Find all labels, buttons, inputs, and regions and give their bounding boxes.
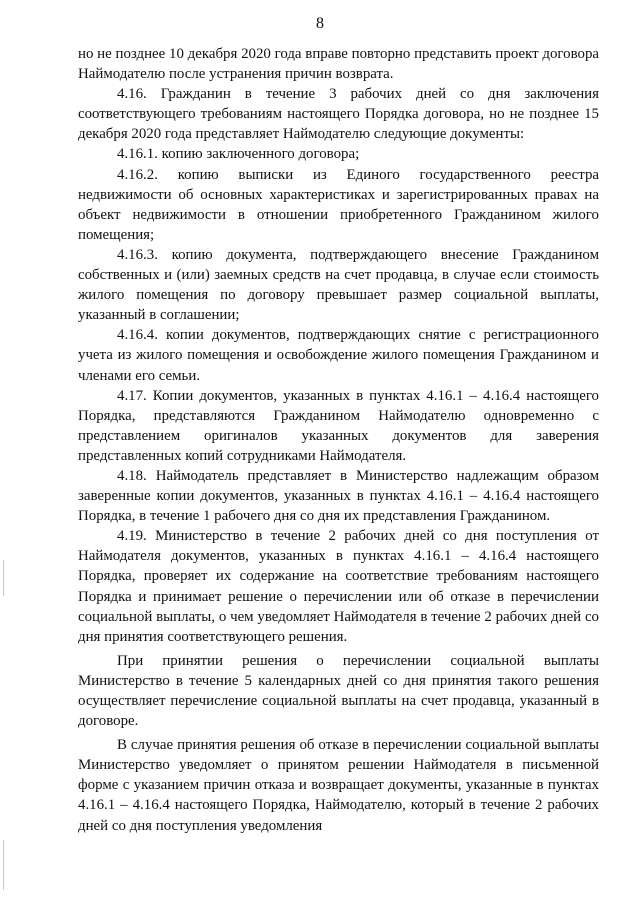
paragraph-refusal: В случае принятия решения об отказе в перечислении социальной выплаты Министерство уведомляет о принятом решении Наймодателя в письменной форме с указанием причин отказа и возвращает документы, указанные в пунктах 4.16.1 – 4.16.4 настоящего Порядка, Наймодателю, который в течение 2 рабочих дней со дня поступления уведомления	[78, 737, 599, 834]
page-number: 8	[316, 15, 324, 32]
paragraph-4-16-3: 4.16.3. копию документа, подтверждающего внесение Гражданином собственных и (или) заемных средств на счет продавца, в случае если стоимость жилого помещения по договору превышает размер социальной выплаты, указанный в соглашении;	[78, 246, 599, 324]
document-body	[78, 44, 599, 836]
paragraph-4-16-1: 4.16.1. копию заключенного договора;	[117, 146, 360, 163]
paragraph-4-16-2: 4.16.2. копию выписки из Единого государственного реестра недвижимости об основных характеристиках и зарегистрированных правах на объект недвижимости в отношении приобретенного Гражданином жилого помещения;	[78, 166, 599, 243]
paragraph-4-18: 4.18. Наймодатель представляет в Министерство надлежащим образом заверенные копии документов, указанных в пунктах 4.16.1 – 4.16.4 настоящего Порядка, в течение 1 рабочего дня со дня их представления Гражданином.	[78, 467, 599, 525]
paragraph-payment-transfer: При принятии решения о перечислении социальной выплаты Министерство в течение 5 календарных дней со дня принятия такого решения осуществляет перечисление социальной выплаты на счет продавца, указанный в договоре.	[78, 652, 599, 730]
paragraph-4-16-4: 4.16.4. копии документов, подтверждающих снятие с регистрационного учета из жилого помещения и освобождение жилого помещения Гражданином и членами его семьи.	[78, 327, 599, 384]
paragraph-continuation: но не позднее 10 декабря 2020 года вправе повторно представить проект договора Наймодателю после устранения причин возврата.	[78, 46, 599, 83]
paragraph-4-17: 4.17. Копии документов, указанных в пунктах 4.16.1 – 4.16.4 настоящего Порядка, представляются Гражданином Наймодателю одновременно с представлением оригиналов указанных документов для заверения представленных копий сотрудниками Наймодателя.	[78, 387, 599, 464]
scan-edge-mark	[3, 840, 4, 890]
paragraph-4-19: 4.19. Министерство в течение 2 рабочих дней со дня поступления от Наймодателя документов, указанных в пунктах 4.16.1 – 4.16.4 настоящего Порядка, проверяет их содержание на соответствие требованиям настоящего Порядка и принимает решение о перечислении или об отказе в перечислении социальной выплаты, о чем уведомляет Наймодателя в течение 2 рабочих дней со дня принятия соответствующего решения.	[78, 528, 599, 645]
paragraph-4-16: 4.16. Гражданин в течение 3 рабочих дней со дня заключения соответствующего требованиям настоящего Порядка договора, но не позднее 15 декабря 2020 года представляет Наймодателю следующие документы:	[78, 86, 599, 143]
scan-edge-mark	[3, 560, 4, 596]
